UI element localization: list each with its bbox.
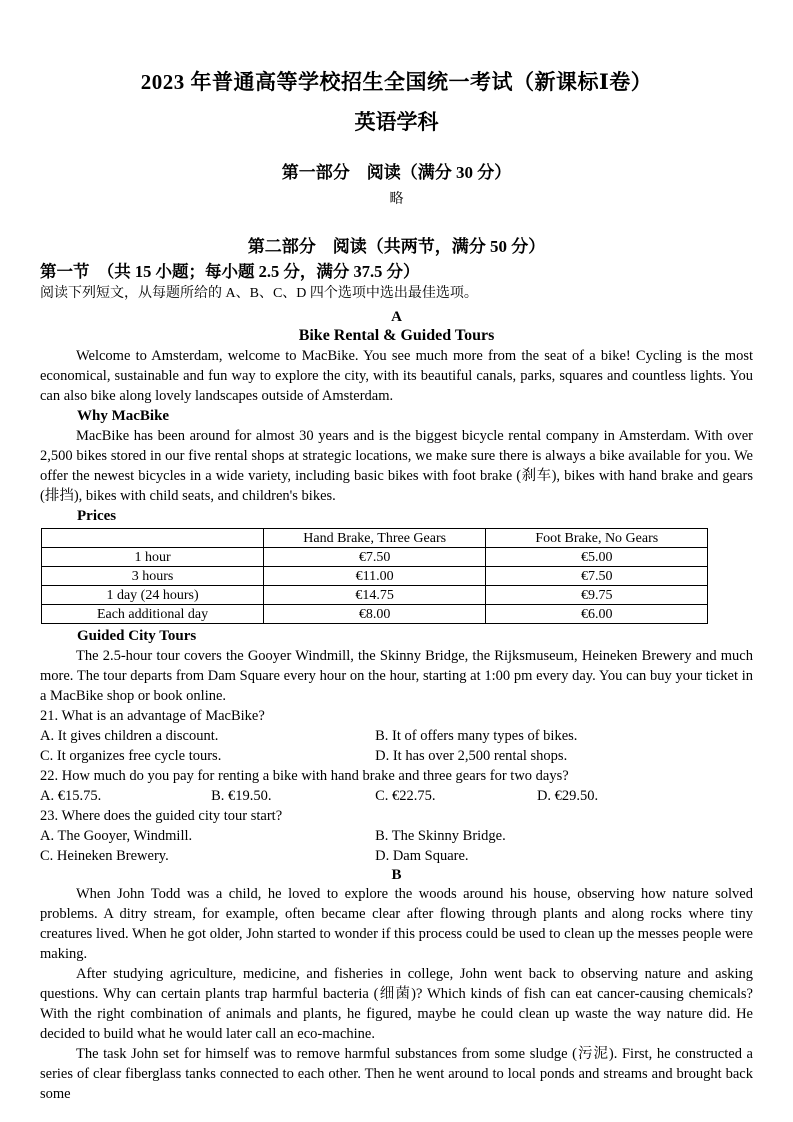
table-row [42,605,708,624]
table-row [42,567,708,586]
passage-a-paragraph-1: Welcome to Amsterdam, welcome to MacBike. You see much more from the seat of a bike! Cycling is the most economical, sustainable and fun way to explore the city, with its beautiful canals, parks, squares and countless lights. You can also bike along lovely landscapes outside of Amsterdam. [40,348,753,404]
table-header-row [42,529,708,548]
table-cell: 1 hour [42,548,264,567]
table-cell: Each additional day [42,605,264,624]
question-22 [40,766,753,806]
part1-omitted-note: 略 [389,192,404,207]
passage-b-paragraph-1: When John Todd was a child, he loved to explore the woods around his house, observing how nature solved problems. A ditry stream, for example, often became clear after flowing through plants and along rocks where tiny creatures lived. When he got older, John started to wonder if this process could be used to clean up the messes people were making. [40,886,753,962]
table-cell: 1 day (24 hours) [42,586,264,605]
passage-a-paragraph-2: MacBike has been around for almost 30 years and is the biggest bicycle rental company in Amsterdam. With over 2,500 bikes stored in our five rental shops at strategic locations, we make sure there is always a bike available for you. We offer the newest bicycles in a wide variety, including basic bikes with foot brake (刹车), bikes with hand brake and gears (排挡), bikes with child seats, and children's bikes. [40,428,753,504]
exam-subject: 英语学科 [354,110,439,134]
question-22-option-a: A. €15.75. [40,788,102,804]
table-row [42,548,708,567]
table-row [42,586,708,605]
question-22-option-b: B. €19.50. [211,788,272,804]
question-21-text: 21. What is an advantage of MacBike? [40,708,265,724]
section1-heading: 第一节 （共 15 小题；每小题 2.5 分，满分 37.5 分） [40,262,420,281]
part1-heading: 第一部分 阅读（满分 30 分） [281,163,512,182]
question-22-option-d: D. €29.50. [536,788,599,804]
passage-b-label: B [391,867,402,883]
question-21-option-a: A. It gives children a discount. [40,728,219,744]
part2-heading: 第二部分 阅读（共两节，满分 50 分） [247,237,546,256]
question-22-options [40,786,753,806]
question-21-option-d: D. It has over 2,500 rental shops. [375,748,568,764]
passage-b-paragraph-2: After studying agriculture, medicine, and fisheries in college, John went back to observing nature and asking questions. Why can certain plants trap harmful bacteria (细菌)? Which kinds of fish can eat cancer-causing chemicals? With the right combination of animals and plants, he figured, maybe he could clean up waste the way nature did. He decided to build what he would later call an eco-machine. [40,966,753,1042]
table-cell: €6.00 [486,605,708,624]
question-21-option-b: B. It of offers many types of bikes. [375,728,578,744]
question-23-option-c: C. Heineken Brewery. [40,848,169,864]
passage-b-paragraph-3: The task John set for himself was to remove harmful substances from some sludge (污泥). First, he constructed a series of clear fiberglass tanks connected to each other. Then he went around to local ponds and streams and brought back some [40,1046,753,1102]
table-header-foot-brake: Foot Brake, No Gears [486,529,708,548]
question-22-text: 22. How much do you pay for renting a bike with hand brake and three gears for two days? [40,768,569,784]
table-cell: €14.75 [264,586,486,605]
passage-a-subheading-prices: Prices [77,508,117,524]
passage-a-subheading-guided-tours: Guided City Tours [77,628,197,644]
question-23-text: 23. Where does the guided city tour start? [40,808,283,824]
prices-table [41,528,708,624]
question-23-option-d: D. Dam Square. [375,848,469,864]
question-21 [40,706,753,766]
question-23-options [40,826,753,866]
question-22-option-c: C. €22.75. [375,788,436,804]
table-cell: €7.50 [264,548,486,567]
passage-a-paragraph-3: The 2.5-hour tour covers the Gooyer Windmill, the Skinny Bridge, the Rijksmuseum, Heineken Brewery and much more. The tour departs from Dam Square every hour on the hour, starting at 1:00 pm every day. You can buy your ticket in a MacBike shop or book online. [40,648,753,704]
passage-a-subheading-why-macbike: Why MacBike [77,408,170,424]
question-21-options [40,726,753,766]
question-23-option-b: B. The Skinny Bridge. [375,828,506,844]
question-23 [40,806,753,866]
question-23-option-a: A. The Gooyer, Windmill. [40,828,193,844]
table-cell: €8.00 [264,605,486,624]
table-cell: 3 hours [42,567,264,586]
exam-title: 2023 年普通高等学校招生全国统一考试（新课标Ⅰ卷） [140,70,653,94]
passage-a-title: Bike Rental & Guided Tours [298,327,495,344]
table-cell: €5.00 [486,548,708,567]
question-21-option-c: C. It organizes free cycle tours. [40,748,222,764]
section1-instructions: 阅读下列短文，从每题所给的 A、B、C、D 四个选项中选出最佳选项。 [40,286,478,301]
table-cell: €7.50 [486,567,708,586]
table-cell: €9.75 [486,586,708,605]
table-cell: €11.00 [264,567,486,586]
passage-a-label: A [391,309,402,325]
table-header-hand-brake: Hand Brake, Three Gears [264,529,486,548]
table-header-empty-cell [42,529,264,548]
